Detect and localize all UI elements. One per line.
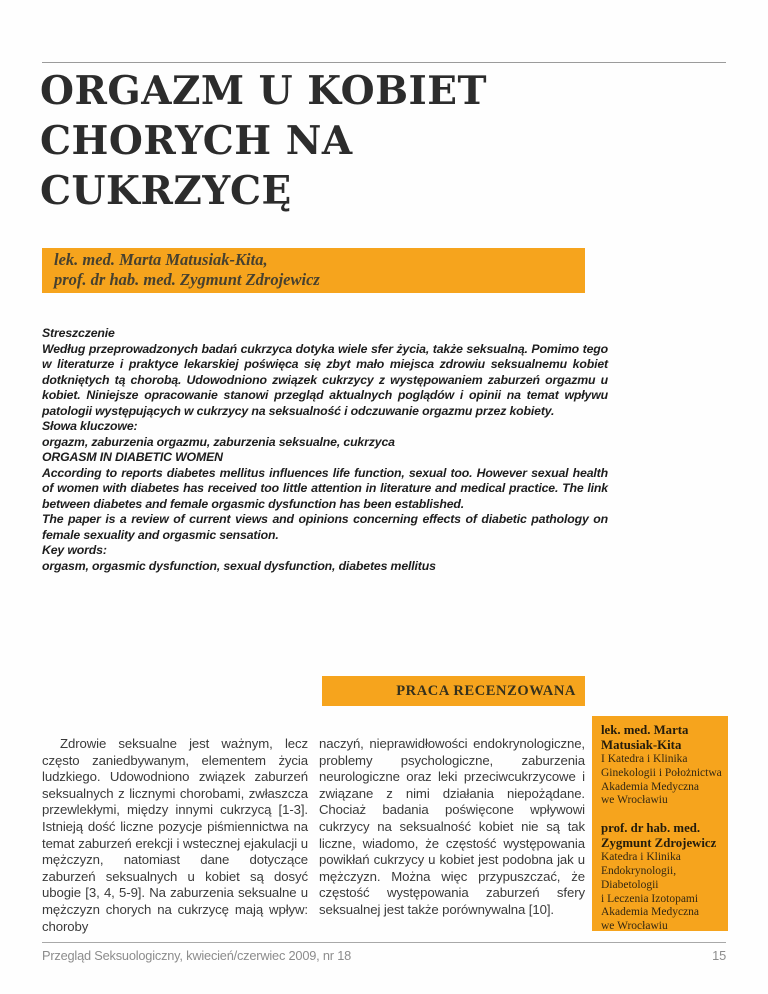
authors-banner-line-2: prof. dr hab. med. Zygmunt Zdrojewicz [54, 270, 320, 289]
abstract-pl-heading: Streszczenie [42, 326, 115, 340]
author2-affiliation-line: we Wrocławiu [601, 920, 668, 933]
author1-affiliation-line: I Katedra i Klinika [601, 753, 688, 765]
abstract-en-paragraph-1: According to reports diabetes mellitus influences life function, sexual too. However sexual health of women with diabetes has received too little attention in literature and medical practice. The link between diabetes and female orgasmic dysfunction has been established. [42, 465, 608, 511]
keywords-pl-text: orgazm, zaburzenia orgazmu, zaburzenia seksualne, cukrzyca [42, 434, 395, 449]
keywords-en-heading: Key words: [42, 543, 107, 557]
review-badge: PRACA RECENZOWANA [322, 676, 585, 706]
abstract-en-heading: ORGASM IN DIABETIC WOMEN [42, 450, 223, 464]
author2-affiliation-line: Katedra i Klinika [601, 851, 681, 864]
author1-affiliation-line: Ginekologii i Położnictwa [601, 766, 722, 779]
author1-affiliation-line: we Wrocławiu [601, 794, 668, 807]
author2-affiliation-line: i Leczenia Izotopami [601, 892, 699, 905]
author1-affiliation [601, 753, 723, 808]
page-title-line-1: ORGAZM U KOBIET [40, 68, 488, 114]
author2-affiliation-line: Akademia Medyczna [601, 906, 700, 919]
page-title [40, 66, 487, 216]
keywords-pl-heading: Słowa kluczowe: [42, 419, 138, 433]
footer-journal-info: Przegląd Seksuologiczny, kwiecień/czerwiec 2009, nr 18 [42, 948, 352, 963]
footer-rule [42, 942, 726, 943]
article-column-right: naczyń, nieprawidłowości endokrynologiczne, problemy psychologiczne, zaburzenia neurologiczne oraz leki przeciwcukrzycowe i związane z nimi działania niepożądane. Chociaż badania poświęcone wpływowi cukrzycy na seksualność kobiet nie są tak liczne, wiadomo, że częstość występowania powikłań cukrzycy u kobiet jest podobna jak u mężczyzn. Można więc przypuszczać, że częstość występowania zaburzeń sfery seksualnej jest także porównywalna [10]. [319, 736, 585, 917]
author2-affiliation-line: Diabetologii [601, 878, 659, 891]
abstract-section [42, 326, 608, 574]
author2-block [601, 821, 723, 934]
author1-name: lek. med. Marta Matusiak-Kita [601, 723, 689, 752]
article-column-left: Zdrowie seksualne jest ważnym, lecz często zaniedbywanym, elementem życia ludzkiego. Udowodniono związek zaburzeń seksualnych z licznymi chorobami, zwłaszcza przewlekłymi, między innymi cukrzycą [1-3]. Istnieją dość liczne pozycje piśmiennictwa na temat zaburzeń erekcji i wstecznej ejakulacji u mężczyzn, natomiast dane dotyczące zaburzeń seksualnych u kobiet są dosyć ubogie [3, 4, 5-9]. Na zaburzenia seksualne u mężczyzn chorych na cukrzycę mają wpływ: choroby [42, 736, 308, 934]
keywords-en-text: orgasm, orgasmic dysfunction, sexual dysfunction, diabetes mellitus [42, 558, 436, 573]
author2-name: prof. dr hab. med. Zygmunt Zdrojewicz [601, 821, 717, 851]
page-title-line-3: CUKRZYCĘ [40, 168, 292, 214]
article-body [42, 736, 586, 935]
authors-banner-line-1: lek. med. Marta Matusiak-Kita, [54, 250, 268, 269]
author2-affiliation-line: Endokrynologii, [601, 864, 677, 877]
author1-block [601, 723, 723, 808]
authors-banner [42, 248, 585, 293]
author-info-box [592, 716, 728, 931]
page-footer [42, 948, 726, 964]
author2-affiliation [601, 851, 723, 934]
top-rule [42, 62, 726, 63]
page-title-line-2: CHORYCH NA [40, 118, 353, 164]
abstract-en-paragraph-2: The paper is a review of current views and opinions concerning effects of diabetic pathology on female sexuality and orgasmic sensation. [42, 512, 608, 542]
author1-affiliation-line: Akademia Medyczna [601, 780, 700, 793]
abstract-pl-text: Według przeprowadzonych badań cukrzyca dotyka wiele sfer życia, także seksualną. Pomimo tego w literaturze i praktyce lekarskiej poświęca się zbyt mało miejsca zdrowiu seksualnemu kobiet dotkniętych tą chorobą. Udowodniono związek cukrzycy z występowaniem zaburzeń orgazmu u kobiet. Niniejsze opracowanie stanowi przegląd aktualnych poglądów i opinii na temat wpływu patologii występujących w cukrzycy na seksualność i odczuwanie orgazmu przez kobiety. [42, 341, 608, 418]
footer-page-number: 15 [712, 948, 726, 963]
